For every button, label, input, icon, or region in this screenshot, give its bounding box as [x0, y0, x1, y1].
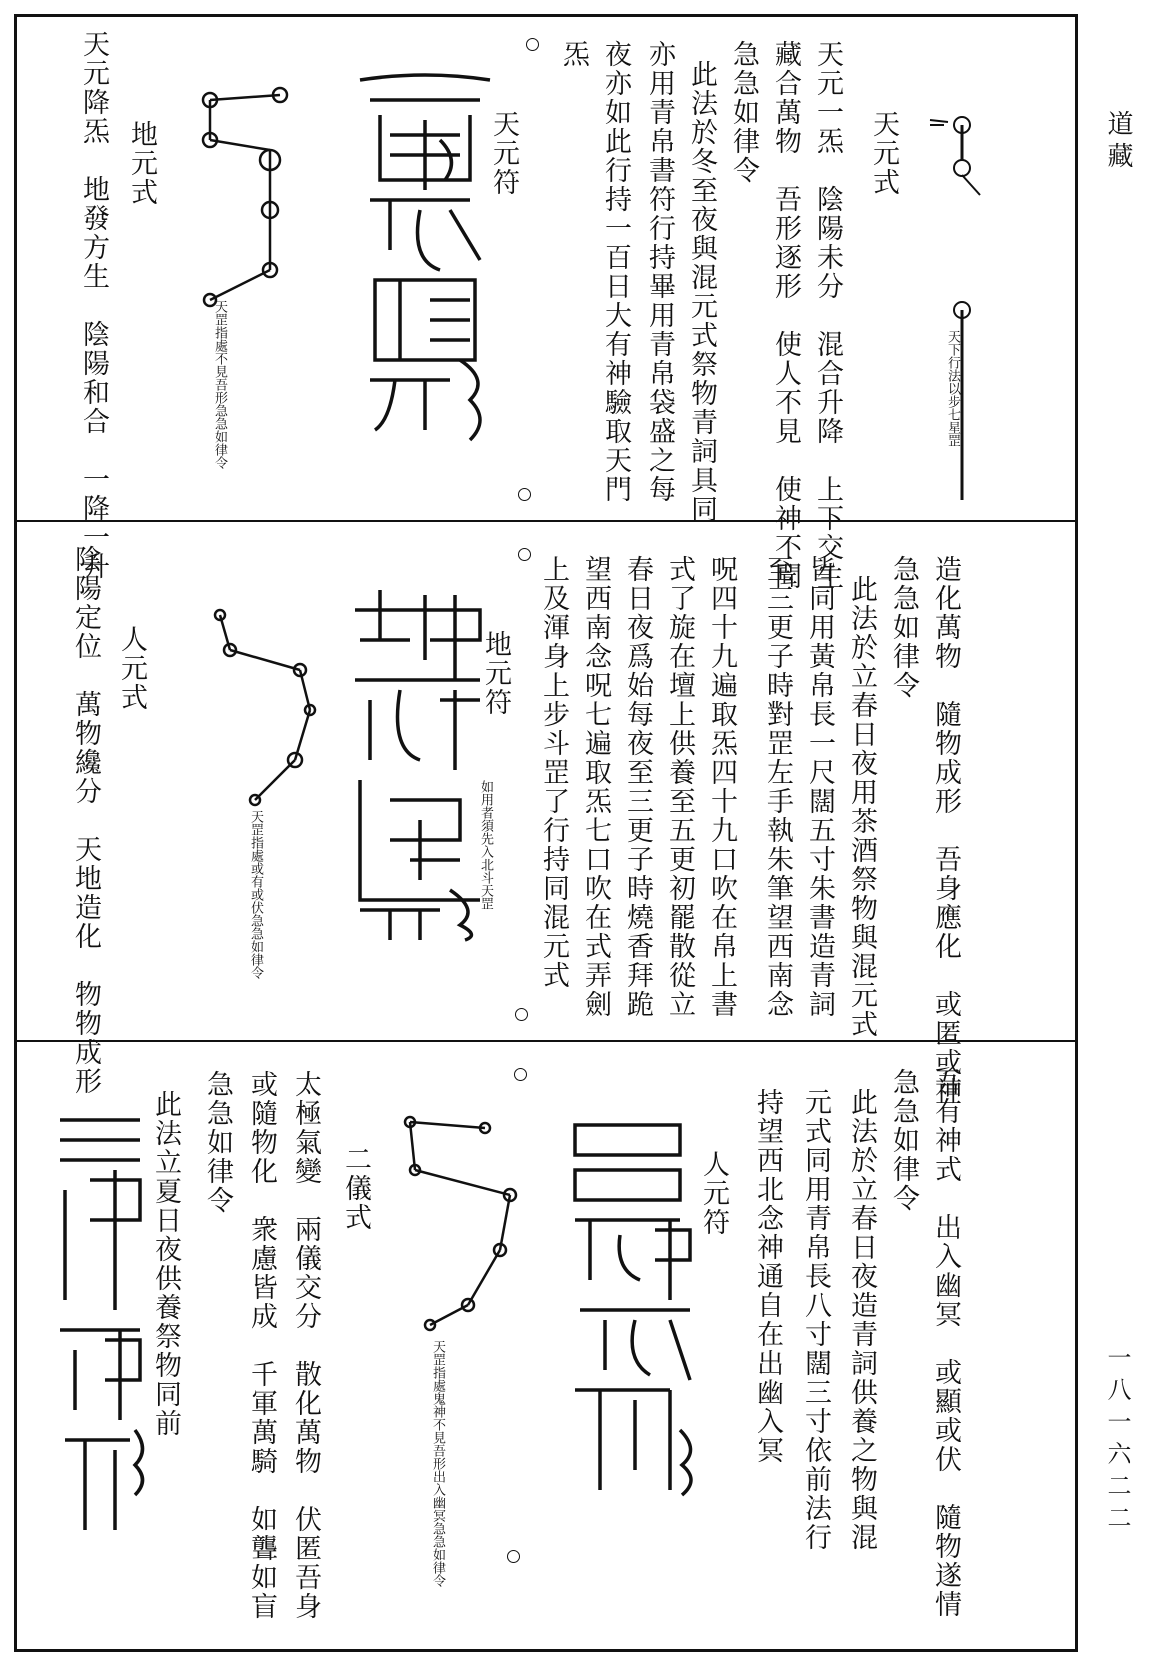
- bot-form-line-1: 吾有神式 出入幽冥 或顯或伏 隨物遂情: [930, 1068, 961, 1619]
- top-method-line-1: 此法於冬至夜與混元式祭物青詞具同: [686, 60, 717, 524]
- bot-talisman-title: 人元符: [698, 1150, 729, 1237]
- top-talisman: [350, 60, 500, 420]
- bot-method-line-2: 元式同用青帛長八寸闊三寸依前法行: [800, 1088, 831, 1552]
- bot-yi-line-1: 太極氣變 兩儀交分 散化萬物 伏匿吾身: [290, 1070, 321, 1621]
- bot-form-line-2: 急急如律令: [888, 1068, 919, 1213]
- bot-yi-line-3: 急急如律令: [202, 1070, 233, 1215]
- bot-heading-form: 二儀式: [340, 1145, 371, 1232]
- mid-talisman: [340, 580, 493, 940]
- top-earth-diagram: [170, 60, 330, 300]
- mid-diagram-note: 天罡指處或有或伏急急如律令: [248, 810, 263, 979]
- top-heading-form: 天元式: [868, 110, 899, 197]
- mid-method-line-4: 呪四十九遍取炁四十九口吹在帛上書: [706, 555, 737, 1019]
- bot-method-line-1: 此法於立春日夜造青詞供養之物與混: [846, 1088, 877, 1552]
- mid-human-line: 陰陽定位 萬物纔分 天地造化 物物成形: [70, 545, 101, 1096]
- binding-hole: [518, 548, 531, 561]
- mid-method-line-7: 望西南念呪七遍取炁七口吹在式弄劍: [580, 555, 611, 1019]
- top-form-line-1: 天元一炁 陰陽未分 混合升降 上下交生: [812, 40, 843, 591]
- bot-final-line: 此法立夏日夜供養祭物同前: [150, 1090, 181, 1438]
- panel-divider-2: [14, 1040, 1078, 1042]
- bot-left-talisman: [50, 1100, 150, 1540]
- mid-form-line-2: 急急如律令: [888, 555, 919, 700]
- mid-method-line-3: 至三更子時對罡左手執朱筆望西南念: [762, 555, 793, 1019]
- top-earth-line: 天元降炁 地發方生 陰陽和合 一降一升: [78, 30, 109, 581]
- bot-talisman: [560, 1110, 700, 1510]
- panel-divider-1: [14, 520, 1078, 522]
- bot-diagram-note: 天罡指處鬼神不見吾形出入幽冥急急如律令: [430, 1340, 445, 1587]
- mid-method-line-5: 式了旋在壇上供養至五更初罷散從立: [664, 555, 695, 1019]
- top-talisman-title: 天元符: [488, 110, 519, 197]
- binding-hole: [507, 1550, 520, 1563]
- book-title: 道藏: [1103, 110, 1133, 174]
- binding-hole: [518, 488, 531, 501]
- top-star-diagram: [920, 100, 1010, 580]
- bot-yi-diagram: [390, 1110, 530, 1350]
- mid-method-line-2: 皆同用黃帛長一尺闊五寸朱書造青詞: [804, 555, 835, 1019]
- binding-hole: [526, 38, 539, 51]
- mid-talisman-note: 如用者須先入北斗天罡: [478, 780, 493, 910]
- top-method-line-2: 亦用青帛書符行持畢用青帛袋盛之每: [644, 40, 675, 504]
- mid-form-line-1: 造化萬物 隨物成形 吾身應化 或匿或神: [930, 555, 961, 1106]
- top-diagram2-note: 天罡指處不見吾形急急如律令: [212, 300, 227, 469]
- bot-yi-line-2: 或隨物化 衆慮皆成 千軍萬騎 如聾如盲: [246, 1070, 277, 1621]
- mid-human-diagram: [200, 580, 340, 820]
- binding-hole: [515, 1008, 528, 1021]
- binding-hole: [514, 1068, 527, 1081]
- top-method-line-4: 炁: [558, 40, 589, 69]
- top-form-line-3: 急急如律令: [728, 40, 759, 185]
- mid-talisman-title: 地元符: [480, 630, 511, 717]
- mid-method-line-1: 此法於立春日夜用茶酒祭物與混元式: [846, 575, 877, 1039]
- mid-method-line-6: 春日夜爲始每夜至三更子時燒香拜跪: [622, 555, 653, 1019]
- mid-heading-form: 人元式: [116, 625, 147, 712]
- top-method-line-3: 夜亦如此行持一百日大有神驗取天門: [600, 40, 631, 504]
- top-form-line-2: 藏合萬物 吾形逐形 使人不見 使神不聞: [770, 40, 801, 591]
- mid-method-line-8: 上及渾身上步斗罡了行持同混元式: [538, 555, 569, 990]
- top-diagram-note: 天下行法以步七星罡: [945, 330, 960, 447]
- top-diagram2-title: 地元式: [126, 120, 157, 207]
- page-number: 一八一六二二: [1103, 1345, 1131, 1537]
- bot-method-line-3: 持望西北念神通自在出幽入冥: [752, 1088, 783, 1465]
